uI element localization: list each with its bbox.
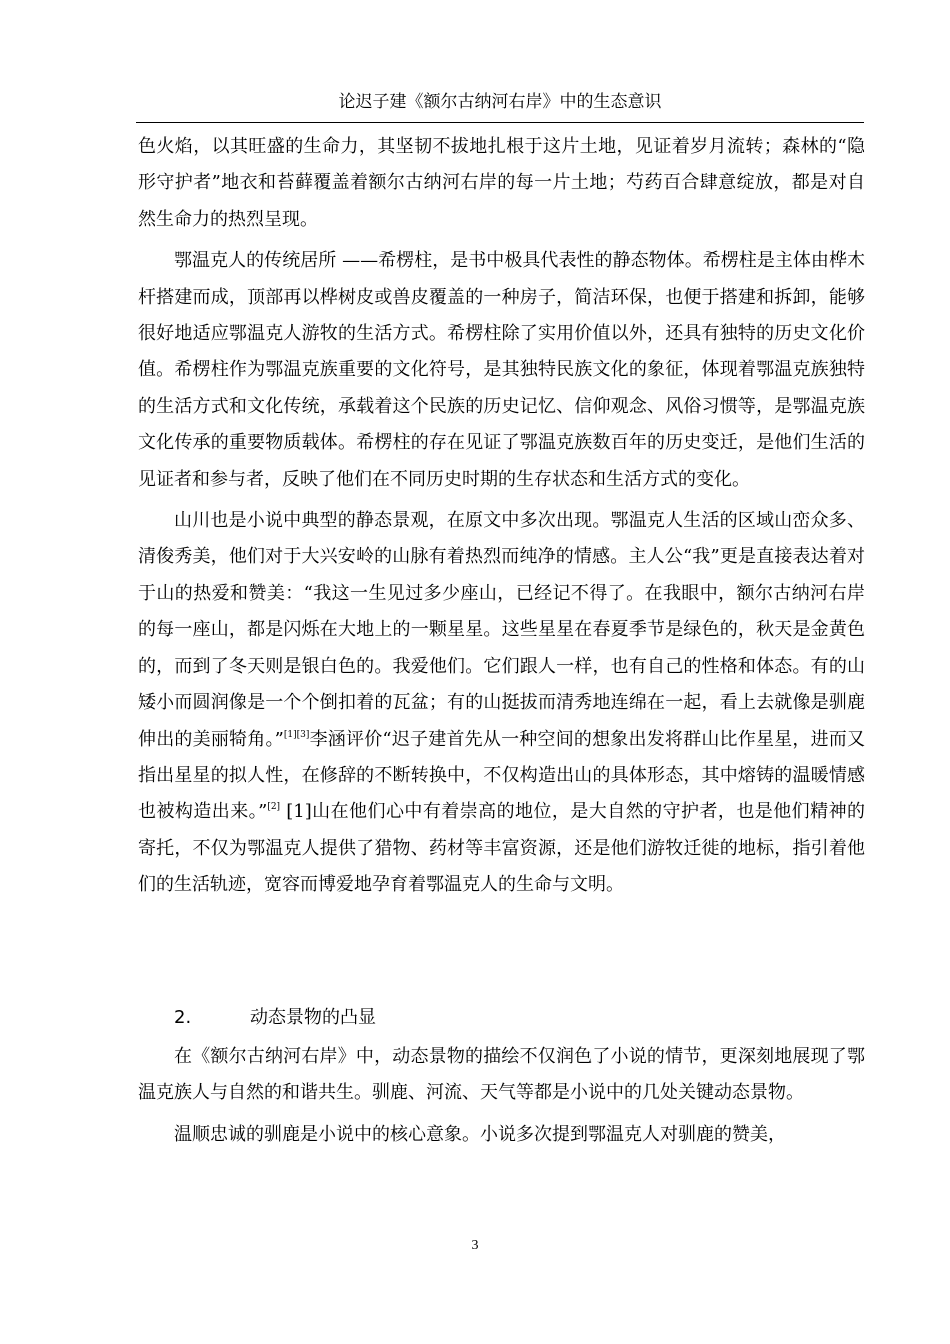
paragraph-mountains bbox=[138, 503, 865, 903]
paragraph-text: 李涵评价“迟子建首先从一种空间的想象出发将群山比作星星，进而又指出星星的拟人性，在修辞的不断转换中，不仅构造出山的具体形态，其中熔铸的温暖情感也被构造出来。” bbox=[138, 728, 866, 823]
running-header bbox=[136, 88, 864, 123]
body-section-bottom bbox=[138, 1039, 865, 1158]
header-title: 论迟子建《额尔古纳河右岸》中的生态意识 bbox=[338, 92, 662, 112]
paragraph-text: 山川也是小说中典型的静态景观，在原文中多次出现。鄂温克人生活的区域山峦众多、清俊秀美，他们对于大兴安岭的山脉有着热烈而纯净的情感。主人公“我”更是直接表达着对于山的热爱和赞美：“我这一生见过多少座山，已经记不得了。在我眼中，额尔古纳河右岸的每一座山，都是闪烁在大地上的一颗星星。这些星星在春夏季节是绿色的，秋天是金黄色的，而到了冬天则是银白色的。我爱他们。它们跟人一样，也有自己的性格和体态。有的山矮小而圆润像是一个个倒扣着的瓦盆；有的山挺拔而清秀地连绵在一起，看上去就像是驯鹿伸出的美丽犄角。” bbox=[138, 510, 865, 750]
citation-marker: [2] bbox=[267, 802, 281, 813]
section-number: 2. bbox=[174, 1007, 192, 1028]
paragraph: 温顺忠诚的驯鹿是小说中的核心意象。小说多次提到鄂温克人对驯鹿的赞美， bbox=[174, 1123, 786, 1145]
paragraph-text: [1]山在他们心中有着崇高的地位，是大自然的守护者，也是他们精神的寄托，不仅为鄂温克人提供了猎物、药材等丰富资源，还是他们游牧迁徙的地标，指引着他们的生活轨迹，宽容而博爱地孕育着鄂温克人的生命与文明。 bbox=[138, 801, 866, 896]
paragraph: 鄂温克人的传统居所 ——希楞柱，是书中极具代表性的静态物体。希楞柱是主体由桦木杆搭建而成，顶部再以桦树皮或兽皮覆盖的一种房子，简洁环保，也便于搭建和拆卸，能够很好地适应鄂温克人游牧的生活方式。希楞柱除了实用价值以外，还具有独特的历史文化价值。希楞柱作为鄂温克族重要的文化符号，是其独特民族文化的象征，体现着鄂温克族独特的生活方式和文化传统，承载着这个民族的历史记忆、信仰观念、风俗习惯等，是鄂温克族文化传承的重要物质载体。希楞柱的存在见证了鄂温克族数百年的历史变迁，是他们生活的见证者和参与者，反映了他们在不同历史时期的生存状态和生活方式的变化。 bbox=[138, 250, 865, 490]
page-number: 3 bbox=[471, 1238, 479, 1253]
body-section-top bbox=[138, 129, 865, 909]
paragraph: 在《额尔古纳河右岸》中，动态景物的描绘不仅润色了小说的情节，更深刻地展现了鄂温克族人与自然的和谐共生。驯鹿、河流、天气等都是小说中的几处关键动态景物。 bbox=[138, 1046, 865, 1104]
section-heading bbox=[174, 1003, 376, 1029]
citation-marker: [1][3] bbox=[283, 729, 310, 740]
paragraph: 色火焰，以其旺盛的生命力，其坚韧不拔地扎根于这片土地，见证着岁月流转；森林的“隐形守护者”地衣和苔藓覆盖着额尔古纳河右岸的每一片土地；芍药百合肆意绽放，都是对自然生命力的热烈呈现。 bbox=[138, 136, 865, 230]
section-title: 动态景物的凸显 bbox=[250, 1007, 376, 1028]
